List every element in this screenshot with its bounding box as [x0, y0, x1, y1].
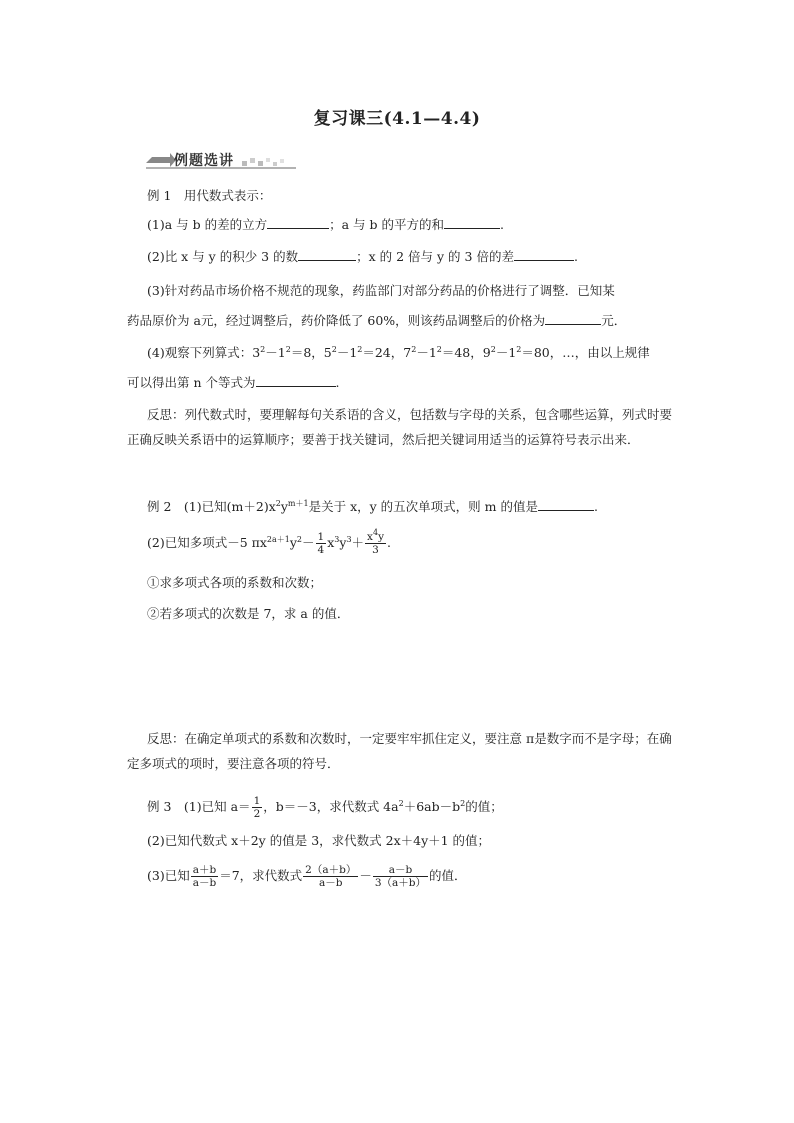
ex1-reflection: 反思：列代数式时，要理解每句关系语的含义，包括数与字母的关系，包含哪些运算，列式时要正确反映关系语中的运算顺序；要善于找关键词，然后把关键词用适当的运算符号表示出来．: [127, 407, 673, 447]
ex2-sub1: ①求多项式各项的系数和次数；: [147, 575, 323, 590]
ex2-sub2: ②若多项式的次数是 7，求 a 的值．: [147, 606, 350, 621]
ex2-reflection: 反思：在确定单项式的系数和次数时，一定要牢牢抓住定义，要注意 π是数字而不是字母；在确定多项式的项时，要注意各项的符号．: [127, 731, 672, 771]
ex1-q1: (1)a 与 b 的差的立方 ；a 与 b 的平方的和 .: [147, 217, 504, 232]
ex3-q3: (3)已知 $\frac{a+b}{a-b}$ ＝7，求代数式 $\frac{2(a+b)}{a-b}$ － $\frac{a-b}{3(a+b)}$ 的值．: [147, 864, 467, 889]
ex1-q2: (2)比 x 与 y 的积少 3 的数 ；x 的 2 倍与 y 的 3 倍的差 .: [147, 249, 578, 264]
answer-blank: [298, 248, 356, 261]
ex2-q1: 例 2 (1)已知$(m+2)x^2y^{m+1}$是关于 x，y 的五次单项式，则 m 的值是 .: [147, 499, 598, 514]
ex1-q3-line1: (3)针对药品市场价格不规范的现象，药监部门对部分药品的价格进行了调整．已知某: [147, 283, 615, 298]
fraction-x4y-over-3: $\frac{x^4y}{3}$: [367, 528, 384, 556]
answer-blank: [267, 216, 329, 229]
fraction-one-quarter: $\frac{1}{4}$: [317, 531, 325, 556]
ex1-q4-line2: 可以得出第 n 个等式为 .: [127, 375, 340, 390]
ex1-heading: 例 1 用代数式表示：: [147, 188, 272, 203]
section-banner: [146, 150, 296, 170]
banner-label: 例题选讲: [174, 153, 234, 169]
answer-blank: [444, 216, 500, 229]
ex1-q3-line2: 药品原价为 a元，经过调整后，药价降低了 60%，则该药品调整后的价格为 元．: [127, 313, 627, 328]
ex3-q1: 例 3 (1)已知 a＝ $\frac{1}{2}$ ，b＝－3，求代数式 $4a^2+6ab-b^2$的值；: [147, 795, 503, 820]
answer-blank: [545, 312, 601, 325]
answer-blank: [538, 498, 594, 511]
fraction-one-half: $\frac{1}{2}$: [253, 795, 261, 820]
ex2-q2: (2)已知多项式－5 $\pi x^{2a+1}y^2-$ $\frac{1}{4}$ $x^3y^3+$ $\frac{x^4y}{3}$ .: [147, 528, 391, 556]
answer-blank: [256, 374, 336, 387]
answer-blank: [514, 248, 574, 261]
ex3-q2: (2)已知代数式 x＋2y 的值是 3，求代数式 2x＋4y＋1 的值；: [147, 833, 491, 848]
fraction-amb-over-3apb: $\frac{a-b}{3(a+b)}$: [374, 864, 427, 889]
fraction-2apb-over-amb: $\frac{2(a+b)}{a-b}$: [305, 864, 357, 889]
ex1-q4-line1: (4)观察下列算式：$3^2-1^2=8$，$5^2-1^2=24$，$7^2-1^2=48$，$9^2-1^2=80$，…，由以上规律: [147, 345, 650, 360]
fraction-apb-over-amb: $\frac{a+b}{a-b}$: [192, 864, 217, 889]
page-title: 复习课三(4.1—4.4): [313, 109, 481, 129]
